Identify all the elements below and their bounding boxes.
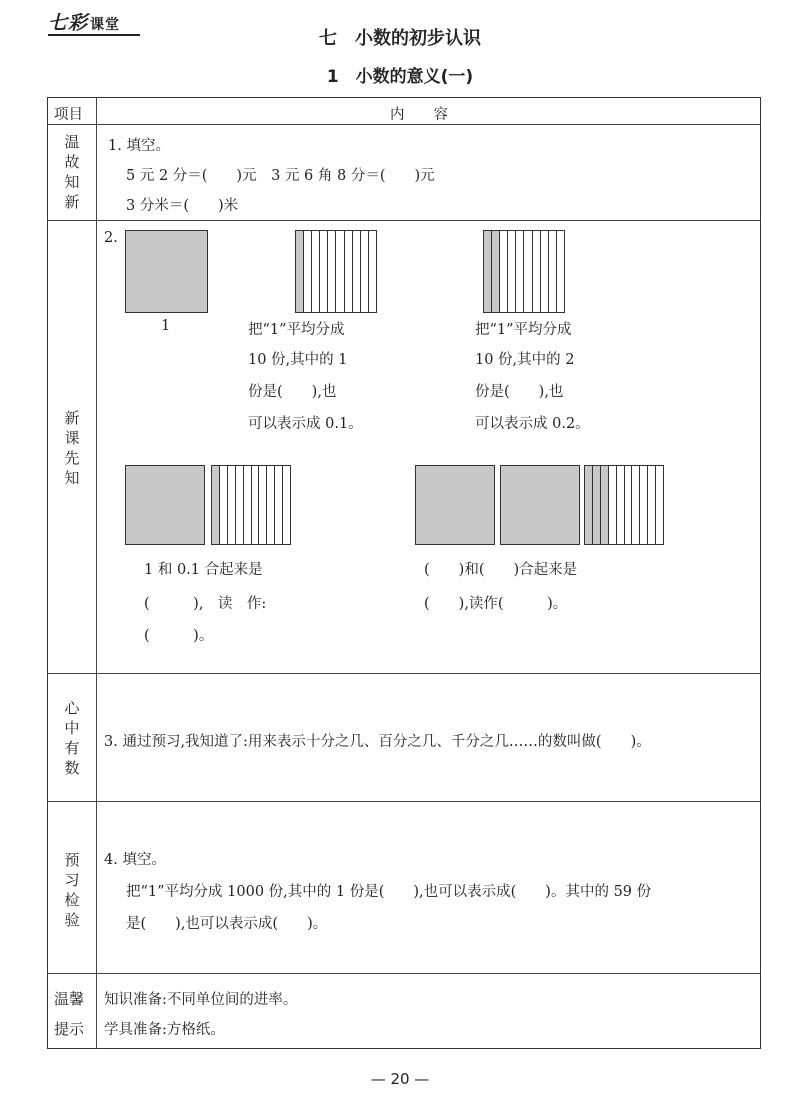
- tenth-strip: [625, 466, 633, 544]
- tenth-strip: [617, 466, 625, 544]
- figure-2-text-2: 10 份,其中的 1: [248, 352, 348, 368]
- section-label-check: 预习检验: [64, 851, 80, 929]
- tenth-strip: [353, 231, 361, 312]
- tenth-strip: [212, 466, 220, 544]
- section-label-review: 温故知新: [64, 133, 80, 211]
- row-divider: [47, 124, 761, 125]
- tenth-strip: [328, 231, 336, 312]
- tenth-strip: [549, 231, 557, 312]
- tenth-strip: [267, 466, 275, 544]
- unit-title: 七 小数的初步认识: [319, 28, 481, 49]
- tenth-strip: [609, 466, 617, 544]
- tenth-strip: [369, 231, 376, 312]
- strip-figure-4: [211, 465, 291, 545]
- tenth-strip: [336, 231, 344, 312]
- tenth-strip: [557, 231, 564, 312]
- column-header-content: 内 容: [390, 107, 448, 123]
- tenth-strip: [361, 231, 369, 312]
- figure-3-text-1: 把“1”平均分成: [475, 322, 572, 338]
- figure-3-text-3: 份是( ),也: [475, 384, 564, 400]
- tenth-strip: [541, 231, 549, 312]
- tenth-strip: [632, 466, 640, 544]
- whole-label: 1: [161, 318, 171, 334]
- whole-square-figure-5a: [415, 465, 495, 545]
- tenth-strip: [296, 231, 304, 312]
- column-divider: [96, 97, 97, 1049]
- tenth-strip: [236, 466, 244, 544]
- tenth-strip: [593, 466, 601, 544]
- tenth-strip: [508, 231, 516, 312]
- tenth-strip: [283, 466, 290, 544]
- tenth-strip: [500, 231, 508, 312]
- strip-figure-tenths-1: [295, 230, 377, 313]
- row-divider: [47, 673, 761, 674]
- strip-figure-5: [584, 465, 664, 545]
- figure-4-text-1: 1 和 0.1 合起来是: [144, 562, 263, 578]
- question-2-number: 2.: [104, 230, 118, 246]
- tenth-strip: [656, 466, 663, 544]
- section-label-tips-2: 提示: [54, 1020, 85, 1038]
- section-label-mind: 心中有数: [64, 699, 80, 777]
- question-1-title: 1. 填空。: [108, 138, 170, 154]
- tenth-strip: [492, 231, 500, 312]
- row-divider: [47, 973, 761, 974]
- figure-3-text-4: 可以表示成 0.2。: [475, 416, 590, 432]
- figure-2-text-3: 份是( ),也: [248, 384, 337, 400]
- tenth-strip: [640, 466, 648, 544]
- strip-figure-tenths-2: [483, 230, 565, 313]
- tip-knowledge: 知识准备:不同单位间的进率。: [104, 992, 298, 1008]
- figure-2-text-4: 可以表示成 0.1。: [248, 416, 363, 432]
- tenth-strip: [345, 231, 353, 312]
- row-divider: [47, 801, 761, 802]
- figure-4-text-3: ( )。: [144, 628, 214, 644]
- tenth-strip: [533, 231, 541, 312]
- lesson-title: 1 小数的意义(一): [326, 67, 474, 87]
- tenth-strip: [601, 466, 609, 544]
- figure-2-text-1: 把“1”平均分成: [248, 322, 345, 338]
- figure-5-text-2: ( ),读作( )。: [424, 596, 568, 612]
- page-number: — 20 —: [370, 1070, 430, 1088]
- tenth-strip: [312, 231, 320, 312]
- tenth-strip: [228, 466, 236, 544]
- question-1-line-1: 5 元 2 分＝( )元 3 元 6 角 8 分＝( )元: [126, 168, 435, 184]
- figure-3-text-2: 10 份,其中的 2: [475, 352, 575, 368]
- question-4-title: 4. 填空。: [104, 852, 166, 868]
- tenth-strip: [259, 466, 267, 544]
- question-1-line-2: 3 分米＝( )米: [126, 198, 239, 214]
- tenth-strip: [524, 231, 532, 312]
- tenth-strip: [648, 466, 656, 544]
- whole-square-figure: [125, 230, 208, 313]
- tenth-strip: [484, 231, 492, 312]
- section-label-tips-1: 温馨: [54, 990, 85, 1008]
- row-divider: [47, 220, 761, 221]
- column-header-item: 项目: [54, 107, 83, 123]
- tenth-strip: [320, 231, 328, 312]
- tip-tools: 学具准备:方格纸。: [104, 1022, 225, 1038]
- tenth-strip: [275, 466, 283, 544]
- tenth-strip: [585, 466, 593, 544]
- whole-square-figure-4: [125, 465, 205, 545]
- question-3: 3. 通过预习,我知道了:用来表示十分之几、百分之几、千分之几……的数叫做( )。: [104, 734, 651, 750]
- tenth-strip: [244, 466, 252, 544]
- tenth-strip: [220, 466, 228, 544]
- tenth-strip: [516, 231, 524, 312]
- figure-5-text-1: ( )和( )合起来是: [424, 562, 578, 578]
- brand-logo: 七彩 课堂: [48, 12, 121, 34]
- tenth-strip: [252, 466, 260, 544]
- tenth-strip: [304, 231, 312, 312]
- section-label-preview: 新课先知: [64, 409, 80, 487]
- whole-square-figure-5b: [500, 465, 580, 545]
- question-4-line-1: 把“1”平均分成 1000 份,其中的 1 份是( ),也可以表示成( )。其中的 59 份: [126, 884, 652, 900]
- figure-4-text-2: ( ), 读 作:: [144, 596, 267, 612]
- question-4-line-2: 是( ),也可以表示成( )。: [126, 916, 328, 932]
